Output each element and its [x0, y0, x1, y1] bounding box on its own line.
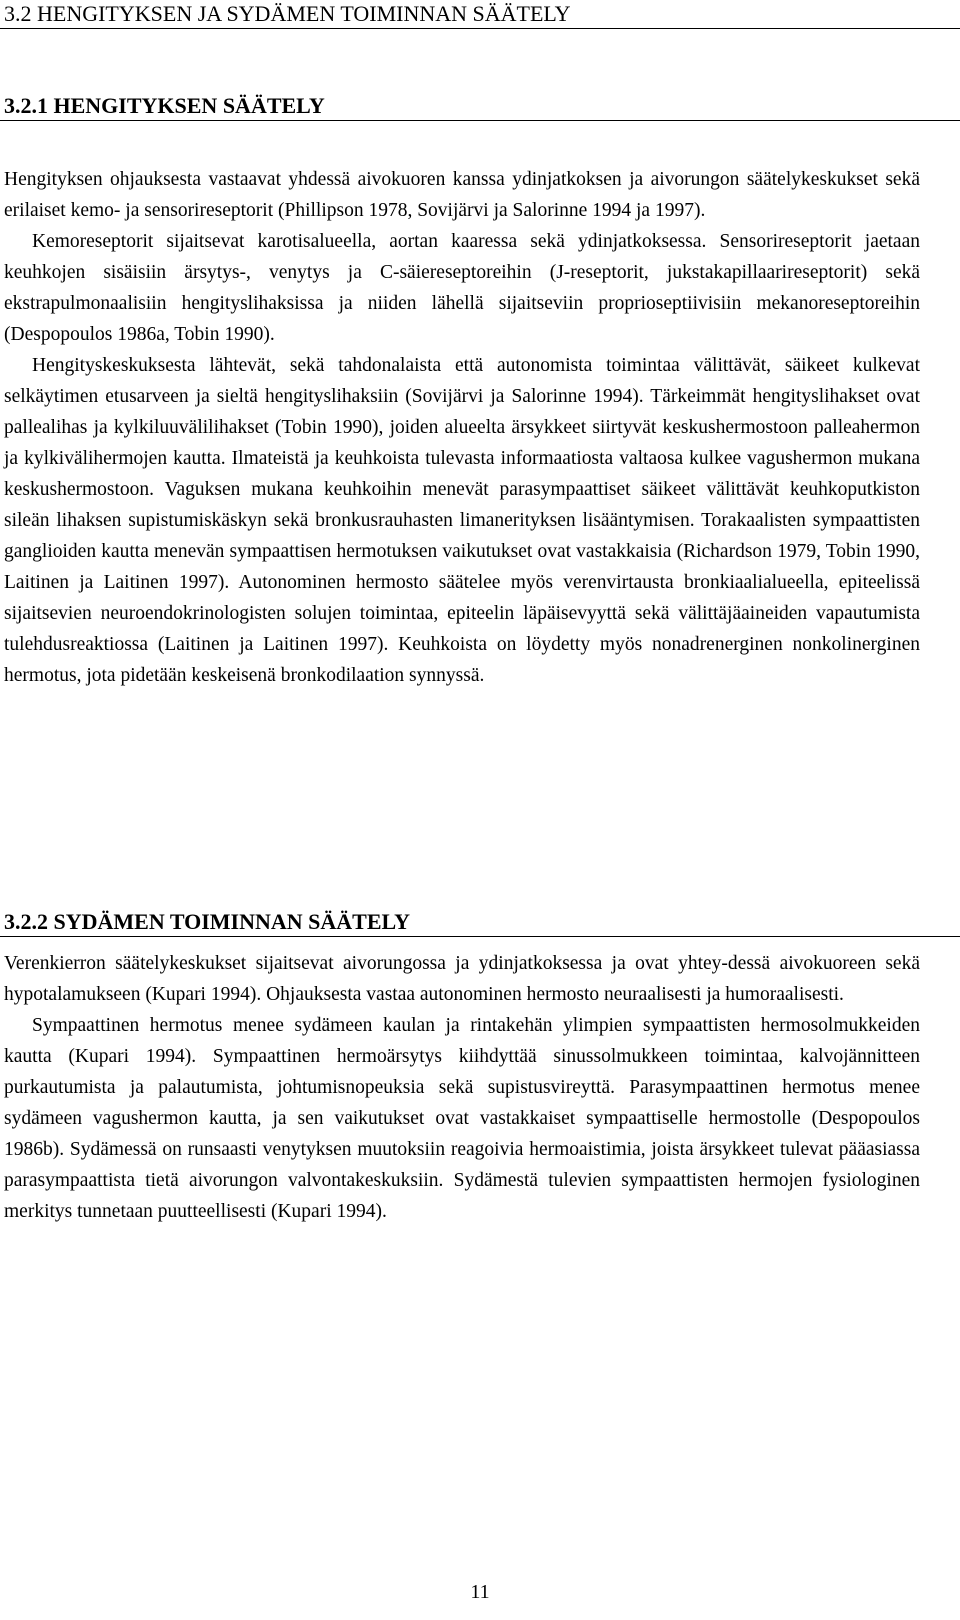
paragraph: Hengityksen ohjauksesta vastaavat yhdessä aivokuoren kanssa ydinjatkoksen ja aivorungon säätelykeskukset sekä erilaiset kemo- ja sensorireseptorit (Phillipson 1978, Sovijärvi ja Salorinne 1994 ja 1997). [4, 169, 920, 221]
section-heading-heart: 3.2.2 SYDÄMEN TOIMINNAN SÄÄTELY [0, 908, 960, 937]
paragraph: Sympaattinen hermotus menee sydämeen kaulan ja rintakehän ylimpien sympaattisten hermosolmukkeiden kautta (Kupari 1994). Sympaattinen hermoärsytys kiihdyttää sinussolmukkeen toimintaa, kalvojännitteen purkautumista ja palautumista, johtumisnopeuksia sekä supistusvireyttä. Parasympaattinen hermotus menee sydämeen vagushermon kautta, ja sen vaikutukset ovat vastakkaiset sympaattiselle hermostolle (Despopoulos 1986b). Sydämessä on runsaasti venytyksen muutoksiin reagoivia hermoaistimia, joista ärsykkeet tulevat pääasiassa parasympaattista tietä aivorungon valvontakeskuksiin. Sydämestä tulevien sympaattisten hermojen fysiologinen merkitys tunnetaan puutteellisesti (Kupari 1994). [4, 1015, 920, 1222]
section-heading-breathing: 3.2.1 HENGITYKSEN SÄÄTELY [0, 92, 960, 121]
section-body-breathing [4, 164, 920, 691]
paragraph: Hengityskeskuksesta lähtevät, sekä tahdonalaista että autonomista toimintaa välittävät, säikeet kulkevat selkäytimen etusarveen ja sieltä hengityslihaksiin (Sovijärvi ja Salorinne 1994). Tärkeimmät hengityslihakset ovat pallealihas ja kylkiluuvälilihakset (Tobin 1990), joiden alueelta ärsykkeet siirtyvät keskushermostoon palleahermon ja kylkivälihermojen kautta. Ilmateistä ja keuhkoista tulevasta informaatiosta valtaosa kulkee vagushermon mukana keskushermostoon. Vaguksen mukana keuhkoihin menevät parasympaattiset säikeet välittävät keuhkoputkiston sileän lihaksen supistumiskäskyn sekä bronkusrauhasten limanerityksen lisääntymisen. Torakaalisten sympaattisten ganglioiden kautta menevän sympaattisen hermotuksen vaikutukset ovat vastakkaisia (Richardson 1979, Tobin 1990, Laitinen ja Laitinen 1997). Autonominen hermosto säätelee myös verenvirtausta bronkiaalialueella, epiteelissä sijaitsevien neuroendokrinologisten solujen toimintaa, epiteelin läpäisevyyttä sekä välittäjäaineiden vapautumista tulehdusreaktiossa (Laitinen ja Laitinen 1997). Keuhkoista on löydetty myös nonadrenerginen nonkolinerginen hermotus, jota pidetään keskeisenä bronkodilaation synnyssä. [4, 355, 920, 686]
paragraph: Verenkierron säätelykeskukset sijaitsevat aivorungossa ja ydinjatkoksessa ja ovat yhtey-dessä aivokuoreen sekä hypotalamukseen (Kupari 1994). Ohjauksesta vastaa autonominen hermosto neuraalisesti ja humoraalisesti. [4, 953, 920, 1005]
section-body-heart [4, 948, 920, 1227]
page-number: 11 [470, 1581, 490, 1603]
paragraph: Kemoreseptorit sijaitsevat karotisalueella, aortan kaaressa sekä ydinjatkoksessa. Sensorireseptorit jaetaan keuhkojen sisäisiin ärsytys-, venytys ja C-säiereseptoreihin (J-reseptorit, jukstakapillaarireseptorit) sekä ekstrapulmonaalisiin hengityslihaksissa ja niiden lähellä sijaitseviin proprioseptiivisiin mekanoreseptoreihin (Despopoulos 1986a, Tobin 1990). [4, 231, 920, 345]
chapter-heading: 3.2 HENGITYKSEN JA SYDÄMEN TOIMINNAN SÄÄTELY [0, 0, 960, 29]
